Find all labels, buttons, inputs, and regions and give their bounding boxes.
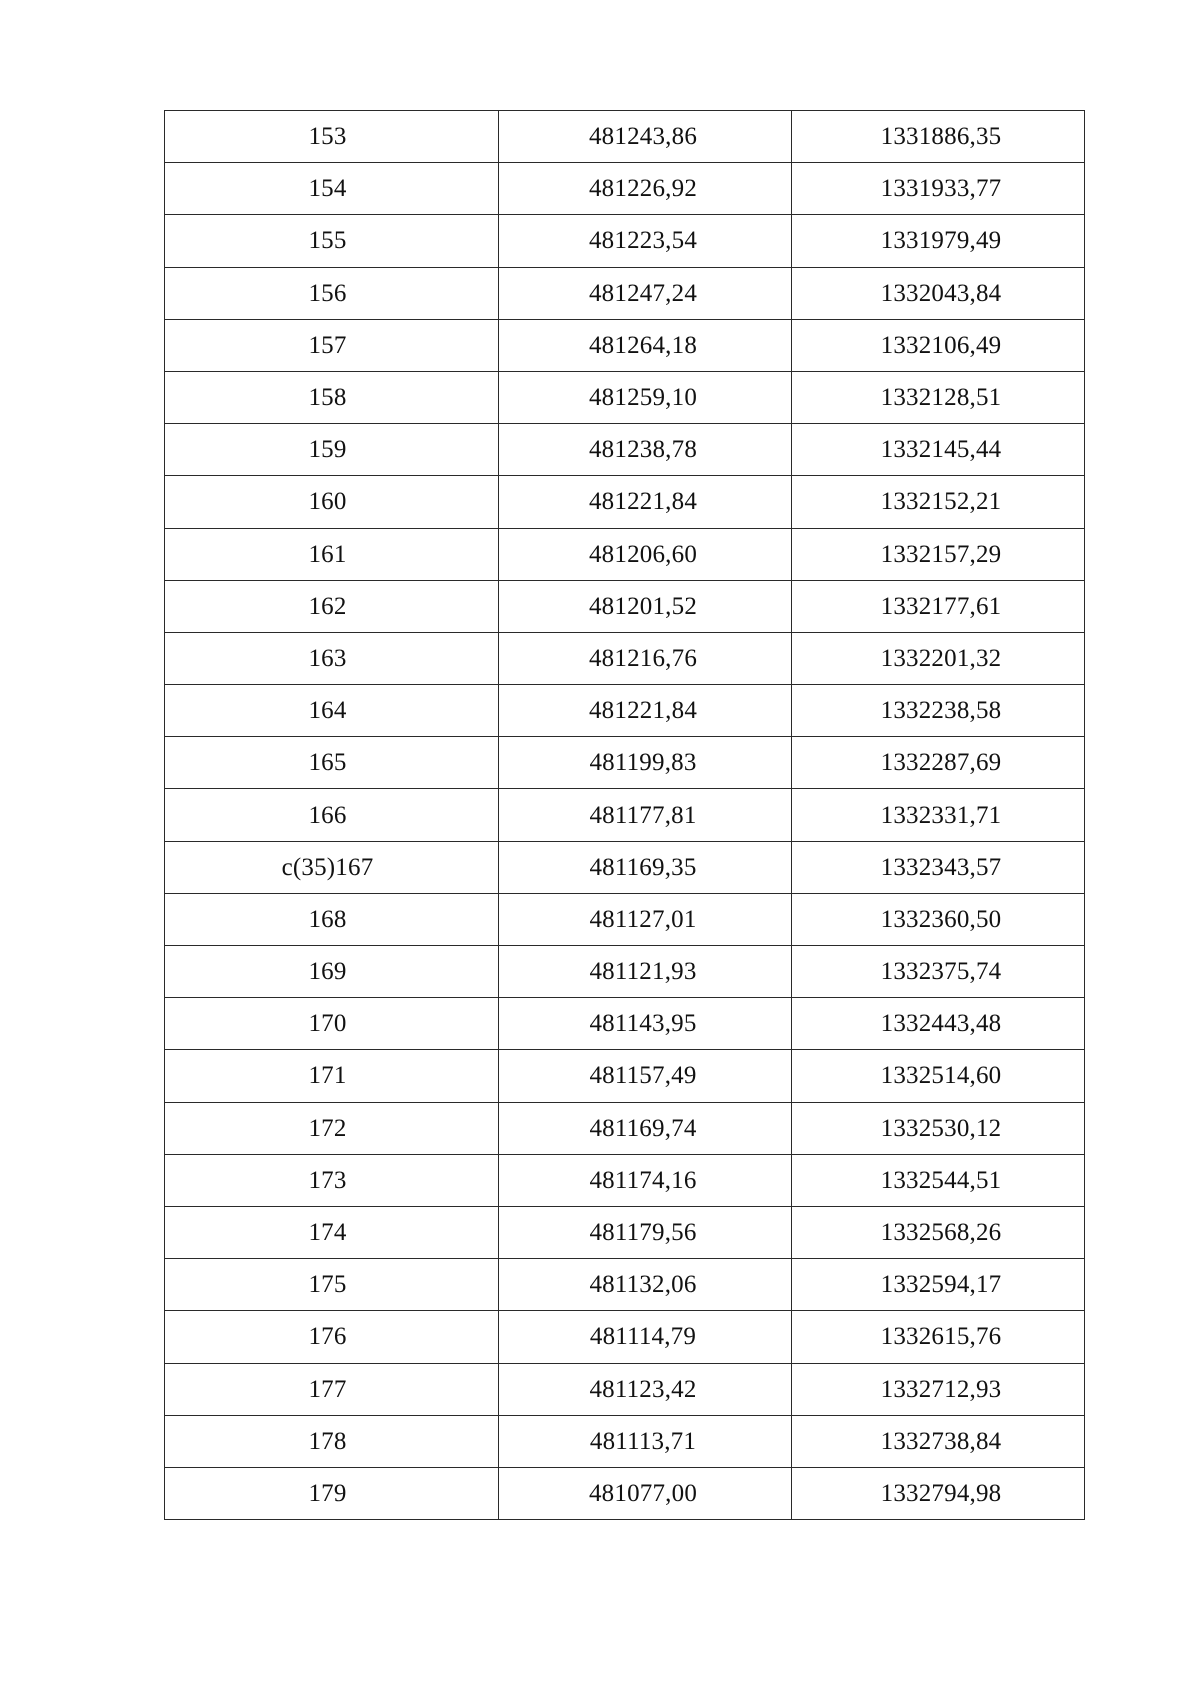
point-number-cell: 160 xyxy=(165,476,499,528)
x-coordinate-cell: 481221,84 xyxy=(499,476,792,528)
table-row xyxy=(165,1311,1085,1363)
y-coordinate-cell: 1332157,29 xyxy=(792,528,1085,580)
point-number-cell: 166 xyxy=(165,789,499,841)
table-row xyxy=(165,685,1085,737)
table-row xyxy=(165,998,1085,1050)
y-coordinate-cell: 1331886,35 xyxy=(792,111,1085,163)
x-coordinate-cell: 481247,24 xyxy=(499,267,792,319)
y-coordinate-cell: 1332343,57 xyxy=(792,841,1085,893)
x-coordinate-cell: 481216,76 xyxy=(499,632,792,684)
table-row xyxy=(165,319,1085,371)
table-row xyxy=(165,737,1085,789)
point-number-cell: 156 xyxy=(165,267,499,319)
x-coordinate-cell: 481114,79 xyxy=(499,1311,792,1363)
point-number-cell: 161 xyxy=(165,528,499,580)
y-coordinate-cell: 1332568,26 xyxy=(792,1206,1085,1258)
table-row xyxy=(165,1415,1085,1467)
table-row xyxy=(165,1050,1085,1102)
point-number-cell: 172 xyxy=(165,1102,499,1154)
y-coordinate-cell: 1332201,32 xyxy=(792,632,1085,684)
y-coordinate-cell: 1332514,60 xyxy=(792,1050,1085,1102)
x-coordinate-cell: 481077,00 xyxy=(499,1467,792,1519)
point-number-cell: 177 xyxy=(165,1363,499,1415)
y-coordinate-cell: 1332712,93 xyxy=(792,1363,1085,1415)
x-coordinate-cell: 481199,83 xyxy=(499,737,792,789)
y-coordinate-cell: 1332375,74 xyxy=(792,946,1085,998)
point-number-cell: 168 xyxy=(165,893,499,945)
x-coordinate-cell: 481169,35 xyxy=(499,841,792,893)
y-coordinate-cell: 1332594,17 xyxy=(792,1259,1085,1311)
point-number-cell: 176 xyxy=(165,1311,499,1363)
y-coordinate-cell: 1332177,61 xyxy=(792,580,1085,632)
table-row xyxy=(165,841,1085,893)
point-number-cell: 163 xyxy=(165,632,499,684)
x-coordinate-cell: 481221,84 xyxy=(499,685,792,737)
point-number-cell: 169 xyxy=(165,946,499,998)
point-number-cell: 153 xyxy=(165,111,499,163)
point-number-cell: 179 xyxy=(165,1467,499,1519)
x-coordinate-cell: 481121,93 xyxy=(499,946,792,998)
table-row xyxy=(165,1363,1085,1415)
point-number-cell: 175 xyxy=(165,1259,499,1311)
x-coordinate-cell: 481177,81 xyxy=(499,789,792,841)
point-number-cell: 162 xyxy=(165,580,499,632)
y-coordinate-cell: 1332443,48 xyxy=(792,998,1085,1050)
table-row xyxy=(165,1206,1085,1258)
y-coordinate-cell: 1331933,77 xyxy=(792,163,1085,215)
x-coordinate-cell: 481132,06 xyxy=(499,1259,792,1311)
table-row xyxy=(165,528,1085,580)
x-coordinate-cell: 481243,86 xyxy=(499,111,792,163)
y-coordinate-cell: 1332544,51 xyxy=(792,1154,1085,1206)
y-coordinate-cell: 1332287,69 xyxy=(792,737,1085,789)
x-coordinate-cell: 481157,49 xyxy=(499,1050,792,1102)
y-coordinate-cell: 1332238,58 xyxy=(792,685,1085,737)
x-coordinate-cell: 481169,74 xyxy=(499,1102,792,1154)
point-number-cell: c(35)167 xyxy=(165,841,499,893)
point-number-cell: 174 xyxy=(165,1206,499,1258)
y-coordinate-cell: 1332128,51 xyxy=(792,371,1085,423)
y-coordinate-cell: 1332794,98 xyxy=(792,1467,1085,1519)
y-coordinate-cell: 1332145,44 xyxy=(792,424,1085,476)
x-coordinate-cell: 481201,52 xyxy=(499,580,792,632)
point-number-cell: 157 xyxy=(165,319,499,371)
table-row xyxy=(165,632,1085,684)
table-row xyxy=(165,893,1085,945)
x-coordinate-cell: 481238,78 xyxy=(499,424,792,476)
y-coordinate-cell: 1332738,84 xyxy=(792,1415,1085,1467)
x-coordinate-cell: 481206,60 xyxy=(499,528,792,580)
table-row xyxy=(165,476,1085,528)
x-coordinate-cell: 481127,01 xyxy=(499,893,792,945)
coordinates-table xyxy=(164,110,1085,1520)
table-row xyxy=(165,580,1085,632)
table-row xyxy=(165,424,1085,476)
table-row xyxy=(165,1467,1085,1519)
x-coordinate-cell: 481143,95 xyxy=(499,998,792,1050)
x-coordinate-cell: 481259,10 xyxy=(499,371,792,423)
point-number-cell: 165 xyxy=(165,737,499,789)
table-row xyxy=(165,267,1085,319)
y-coordinate-cell: 1332043,84 xyxy=(792,267,1085,319)
x-coordinate-cell: 481179,56 xyxy=(499,1206,792,1258)
table-row xyxy=(165,946,1085,998)
y-coordinate-cell: 1332530,12 xyxy=(792,1102,1085,1154)
point-number-cell: 170 xyxy=(165,998,499,1050)
table-row xyxy=(165,789,1085,841)
point-number-cell: 158 xyxy=(165,371,499,423)
table-row xyxy=(165,371,1085,423)
x-coordinate-cell: 481223,54 xyxy=(499,215,792,267)
x-coordinate-cell: 481264,18 xyxy=(499,319,792,371)
point-number-cell: 159 xyxy=(165,424,499,476)
y-coordinate-cell: 1332360,50 xyxy=(792,893,1085,945)
x-coordinate-cell: 481113,71 xyxy=(499,1415,792,1467)
y-coordinate-cell: 1331979,49 xyxy=(792,215,1085,267)
point-number-cell: 154 xyxy=(165,163,499,215)
x-coordinate-cell: 481123,42 xyxy=(499,1363,792,1415)
point-number-cell: 171 xyxy=(165,1050,499,1102)
table-row xyxy=(165,1154,1085,1206)
table-row xyxy=(165,111,1085,163)
point-number-cell: 178 xyxy=(165,1415,499,1467)
table-row xyxy=(165,1259,1085,1311)
point-number-cell: 155 xyxy=(165,215,499,267)
y-coordinate-cell: 1332615,76 xyxy=(792,1311,1085,1363)
y-coordinate-cell: 1332106,49 xyxy=(792,319,1085,371)
x-coordinate-cell: 481174,16 xyxy=(499,1154,792,1206)
coordinates-table-body xyxy=(165,111,1085,1520)
point-number-cell: 173 xyxy=(165,1154,499,1206)
table-row xyxy=(165,1102,1085,1154)
point-number-cell: 164 xyxy=(165,685,499,737)
table-row xyxy=(165,215,1085,267)
y-coordinate-cell: 1332152,21 xyxy=(792,476,1085,528)
x-coordinate-cell: 481226,92 xyxy=(499,163,792,215)
table-row xyxy=(165,163,1085,215)
y-coordinate-cell: 1332331,71 xyxy=(792,789,1085,841)
